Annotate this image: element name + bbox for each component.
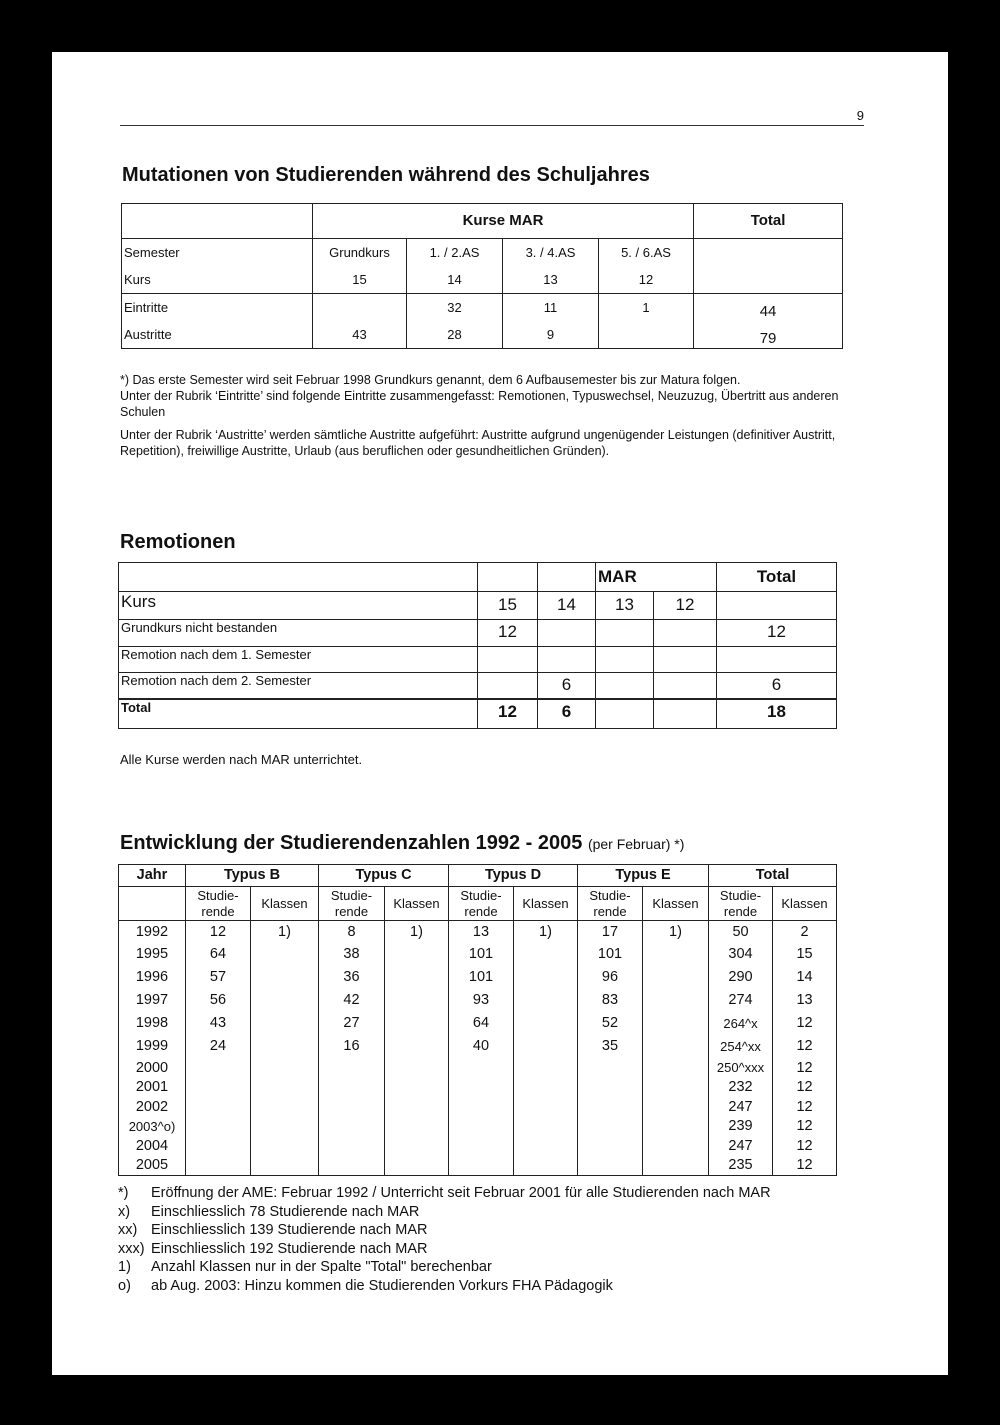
table-cell	[186, 1117, 251, 1137]
table-cell	[643, 967, 709, 990]
table-cell	[449, 1156, 514, 1176]
table-cell	[694, 239, 843, 267]
mutationen-table	[121, 203, 843, 349]
table-cell: 11	[503, 294, 599, 322]
table-cell: 247	[709, 1098, 773, 1118]
table-cell: 6	[538, 673, 596, 700]
table-cell: 35	[578, 1036, 643, 1059]
table-cell: 290	[709, 967, 773, 990]
table-cell	[251, 944, 319, 967]
table-row	[119, 990, 837, 1013]
table-cell	[514, 1059, 578, 1079]
table-row	[119, 1013, 837, 1036]
table-cell	[643, 1098, 709, 1118]
year-cell: 1999	[119, 1036, 186, 1059]
table-cell: 15	[313, 266, 407, 294]
table-cell: 1)	[385, 921, 449, 944]
table-cell: 101	[449, 967, 514, 990]
footnote-text: Anzahl Klassen nur in der Spalte "Total" berechenbar	[151, 1259, 492, 1275]
year-cell: 1998	[119, 1013, 186, 1036]
table-row	[119, 944, 837, 967]
table-cell	[717, 646, 837, 673]
section-title-remotionen: Remotionen	[120, 531, 236, 553]
year-cell: 1992	[119, 921, 186, 944]
table-cell: 96	[578, 967, 643, 990]
footnote	[118, 1203, 918, 1222]
table-row	[119, 967, 837, 990]
table-cell: 12	[773, 1137, 837, 1157]
table-cell: 1)	[643, 921, 709, 944]
year-cell: 2004	[119, 1137, 186, 1157]
table-cell: 12	[773, 1117, 837, 1137]
table-cell: 12	[773, 1013, 837, 1036]
table-cell	[385, 1098, 449, 1118]
table-cell	[385, 944, 449, 967]
table-row	[122, 266, 843, 294]
table-cell	[186, 1156, 251, 1176]
table-cell: 16	[319, 1036, 385, 1059]
total-header: Total	[717, 563, 837, 592]
footnote-key: *)	[118, 1185, 129, 1201]
row-label: Total	[119, 699, 478, 728]
table-row	[119, 646, 837, 673]
table-cell	[385, 1036, 449, 1059]
table-cell	[319, 1078, 385, 1098]
table-cell: 1. / 2.AS	[407, 239, 503, 267]
footnote	[118, 1277, 918, 1296]
table-cell: 8	[319, 921, 385, 944]
row-label: Austritte	[122, 321, 313, 349]
table-cell	[319, 1156, 385, 1176]
table-cell	[599, 321, 694, 349]
year-cell: 1997	[119, 990, 186, 1013]
table-cell: 1)	[514, 921, 578, 944]
table-cell: 24	[186, 1036, 251, 1059]
table-cell: 264^x	[709, 1013, 773, 1036]
header-rule	[120, 125, 864, 126]
table-cell	[538, 620, 596, 647]
table-cell	[514, 990, 578, 1013]
table-cell	[596, 673, 654, 700]
table-cell: 1	[599, 294, 694, 322]
corner-cell	[119, 563, 478, 592]
row-label: Eintritte	[122, 294, 313, 322]
table-cell	[654, 646, 717, 673]
table-cell: 247	[709, 1137, 773, 1157]
year-cell: 2005	[119, 1156, 186, 1176]
table-cell	[449, 1098, 514, 1118]
table-cell	[643, 944, 709, 967]
subheader: Studie-rende	[709, 887, 773, 921]
footnote	[118, 1184, 918, 1203]
table-cell: 27	[319, 1013, 385, 1036]
table-cell: 12	[773, 1059, 837, 1079]
row-label: Kurs	[119, 592, 478, 620]
footnote	[118, 1258, 918, 1277]
footnote-text: Eröffnung der AME: Februar 1992 / Unterricht seit Februar 2001 für alle Studierenden nach MAR	[151, 1185, 771, 1201]
year-cell: 1996	[119, 967, 186, 990]
table-cell	[251, 967, 319, 990]
table-row	[119, 921, 837, 944]
table-cell: 239	[709, 1117, 773, 1137]
subheader: Klassen	[773, 887, 837, 921]
group-header: Kurse MAR	[313, 204, 694, 239]
table-cell	[538, 646, 596, 673]
table-cell: 12	[186, 921, 251, 944]
table-cell: 12	[773, 1156, 837, 1176]
table-cell	[694, 266, 843, 294]
table-cell	[514, 1013, 578, 1036]
table-cell: 232	[709, 1078, 773, 1098]
table-row	[119, 1059, 837, 1079]
footnote-key: xxx)	[118, 1240, 145, 1257]
subheader: Klassen	[643, 887, 709, 921]
footnotes	[118, 1184, 918, 1295]
subheader: Klassen	[385, 887, 449, 921]
table-cell	[717, 592, 837, 620]
table-cell	[319, 1098, 385, 1118]
footnote-text: Einschliesslich 192 Studierende nach MAR	[151, 1240, 428, 1257]
table-cell	[319, 1137, 385, 1157]
table-cell	[643, 1013, 709, 1036]
table-cell	[251, 990, 319, 1013]
table-cell	[385, 1013, 449, 1036]
group-header: Typus B	[186, 865, 319, 887]
table-cell	[643, 1059, 709, 1079]
table-cell	[654, 699, 717, 728]
table-row	[119, 1156, 837, 1176]
subheader: Studie-rende	[578, 887, 643, 921]
table-cell: 13	[773, 990, 837, 1013]
table-cell: 6	[717, 673, 837, 700]
table-cell: 15	[478, 592, 538, 620]
table-cell: 40	[449, 1036, 514, 1059]
table-cell: 14	[407, 266, 503, 294]
table-cell: 12	[478, 620, 538, 647]
table-cell	[251, 1078, 319, 1098]
table-cell: 52	[578, 1013, 643, 1036]
document-page	[52, 52, 948, 1375]
row-label: Grundkurs nicht bestanden	[119, 620, 478, 647]
table-cell	[313, 294, 407, 322]
table-cell	[251, 1098, 319, 1118]
group-header: Typus C	[319, 865, 449, 887]
section-title-mutationen: Mutationen von Studierenden während des Schuljahres	[122, 164, 650, 186]
table-cell	[478, 673, 538, 700]
table-cell: 304	[709, 944, 773, 967]
table-row	[119, 1098, 837, 1118]
empty-cell	[478, 563, 538, 592]
table-cell	[385, 1059, 449, 1079]
subheader: Studie-rende	[186, 887, 251, 921]
table-cell	[578, 1098, 643, 1118]
page-number: 9	[856, 108, 864, 123]
table-cell	[643, 990, 709, 1013]
corner-cell	[122, 204, 313, 239]
note: Unter der Rubrik ‘Eintritte’ sind folgende Eintritte zusammengefasst: Remotionen, Typuswechsel, Neuzuzug, Übertritt aus anderen Schulen	[120, 389, 839, 419]
note: Unter der Rubrik ‘Austritte’ werden sämtliche Austritte aufgeführt: Austritte aufgrund ungenügender Leistungen (definitiver Austritt, Repetition), freiwillige Austritte, Urlaub (aus beruflichen oder gesundheitlichen Gründen).	[120, 428, 836, 458]
table-cell	[514, 1156, 578, 1176]
table-cell	[251, 1117, 319, 1137]
subheader: Klassen	[514, 887, 578, 921]
table-cell: 1)	[251, 921, 319, 944]
table-cell: 250^xxx	[709, 1059, 773, 1079]
table-cell: 79	[694, 321, 843, 349]
table-cell	[186, 1078, 251, 1098]
table-cell	[596, 620, 654, 647]
table-cell	[449, 1059, 514, 1079]
table-cell	[578, 1059, 643, 1079]
subheader: Klassen	[251, 887, 319, 921]
table-cell	[596, 646, 654, 673]
table-cell	[514, 1137, 578, 1157]
note: *) Das erste Semester wird seit Februar 1998 Grundkurs genannt, dem 6 Aufbausemester bis zur Matura folgen.	[120, 373, 741, 387]
table-cell	[449, 1137, 514, 1157]
table-cell: 64	[186, 944, 251, 967]
group-header: Jahr	[119, 865, 186, 887]
footnote-text: ab Aug. 2003: Hinzu kommen die Studierenden Vorkurs FHA Pädagogik	[151, 1277, 613, 1294]
empty-cell	[538, 563, 596, 592]
table-cell	[385, 1137, 449, 1157]
table-row	[119, 592, 837, 620]
subheader	[119, 887, 186, 921]
group-header-row	[119, 865, 837, 887]
table-row	[122, 239, 843, 267]
subheader: Studie-rende	[319, 887, 385, 921]
table-cell: 12	[773, 1036, 837, 1059]
table-cell	[319, 1117, 385, 1137]
footnote-text: Einschliesslich 139 Studierende nach MAR	[151, 1222, 428, 1238]
table-cell: 13	[596, 592, 654, 620]
group-header: MAR	[596, 563, 717, 592]
row-label: Remotion nach dem 1. Semester	[119, 646, 478, 673]
table-row	[119, 620, 837, 647]
table-cell: 12	[717, 620, 837, 647]
table-cell	[385, 1117, 449, 1137]
footnote	[118, 1240, 918, 1259]
table-cell	[578, 1137, 643, 1157]
table-cell	[385, 990, 449, 1013]
footnote-key: x)	[118, 1203, 131, 1220]
remotionen-table	[118, 562, 837, 729]
table-cell	[578, 1156, 643, 1176]
title-suffix: (per Februar) *)	[587, 836, 685, 852]
group-header: Total	[709, 865, 837, 887]
table-cell	[514, 1117, 578, 1137]
table-cell: 12	[599, 266, 694, 294]
table-cell	[251, 1156, 319, 1176]
table-row	[122, 321, 843, 349]
table-cell: 43	[186, 1013, 251, 1036]
table-cell	[478, 646, 538, 673]
table-row	[119, 1036, 837, 1059]
table-cell	[643, 1137, 709, 1157]
table-cell: 6	[538, 699, 596, 728]
table-cell: 43	[313, 321, 407, 349]
table-cell: 3. / 4.AS	[503, 239, 599, 267]
table-cell: 235	[709, 1156, 773, 1176]
table-cell: 15	[773, 944, 837, 967]
table-cell: 13	[449, 921, 514, 944]
year-cell: 2003^o)	[119, 1117, 186, 1137]
table-cell	[514, 944, 578, 967]
table-cell: 12	[773, 1078, 837, 1098]
notes-mutationen	[120, 372, 870, 459]
table-cell	[251, 1137, 319, 1157]
table-cell	[251, 1013, 319, 1036]
table-cell: 101	[449, 944, 514, 967]
year-cell: 2001	[119, 1078, 186, 1098]
table-cell	[643, 1117, 709, 1137]
table-row	[119, 1137, 837, 1157]
table-cell: 42	[319, 990, 385, 1013]
year-cell: 2002	[119, 1098, 186, 1118]
table-cell	[643, 1036, 709, 1059]
table-row	[119, 1078, 837, 1098]
row-label: Remotion nach dem 2. Semester	[119, 673, 478, 700]
table-row	[119, 1117, 837, 1137]
section-title-entwicklung	[120, 832, 684, 855]
remotionen-note: Alle Kurse werden nach MAR unterrichtet.	[120, 752, 363, 767]
table-cell: 254^xx	[709, 1036, 773, 1059]
title-main: Entwicklung der Studierendenzahlen 1992 - 2005	[120, 832, 583, 854]
table-cell: 14	[538, 592, 596, 620]
table-cell: Grundkurs	[313, 239, 407, 267]
table-cell	[596, 699, 654, 728]
group-header: Typus D	[449, 865, 578, 887]
table-cell: 28	[407, 321, 503, 349]
table-cell: 101	[578, 944, 643, 967]
table-row	[119, 699, 837, 728]
table-cell	[514, 967, 578, 990]
table-cell: 36	[319, 967, 385, 990]
table-cell	[449, 1117, 514, 1137]
table-cell: 12	[478, 699, 538, 728]
table-cell	[449, 1078, 514, 1098]
table-cell: 13	[503, 266, 599, 294]
table-cell	[643, 1078, 709, 1098]
table-cell: 44	[694, 294, 843, 322]
table-cell	[514, 1036, 578, 1059]
row-label: Semester	[122, 239, 313, 267]
table-cell: 18	[717, 699, 837, 728]
total-header: Total	[694, 204, 843, 239]
table-cell: 2	[773, 921, 837, 944]
table-cell	[251, 1059, 319, 1079]
table-cell	[186, 1098, 251, 1118]
table-cell	[385, 1156, 449, 1176]
table-cell: 93	[449, 990, 514, 1013]
footnote-key: xx)	[118, 1222, 138, 1238]
footnote-text: Einschliesslich 78 Studierende nach MAR	[151, 1203, 420, 1220]
table-cell	[578, 1078, 643, 1098]
table-cell: 64	[449, 1013, 514, 1036]
table-cell: 38	[319, 944, 385, 967]
table-cell	[654, 673, 717, 700]
table-cell: 5. / 6.AS	[599, 239, 694, 267]
table-cell: 12	[773, 1098, 837, 1118]
table-cell: 274	[709, 990, 773, 1013]
table-cell: 56	[186, 990, 251, 1013]
table-cell: 17	[578, 921, 643, 944]
table-cell: 32	[407, 294, 503, 322]
table-cell: 9	[503, 321, 599, 349]
footnote-key: o)	[118, 1277, 131, 1294]
table-cell: 14	[773, 967, 837, 990]
table-cell	[186, 1059, 251, 1079]
table-row	[119, 673, 837, 700]
footnote	[118, 1221, 918, 1240]
table-cell	[578, 1117, 643, 1137]
year-cell: 2000	[119, 1059, 186, 1079]
table-cell	[319, 1059, 385, 1079]
table-cell: 50	[709, 921, 773, 944]
table-cell	[654, 620, 717, 647]
table-cell	[514, 1098, 578, 1118]
subheader: Studie-rende	[449, 887, 514, 921]
table-cell: 57	[186, 967, 251, 990]
subheader-row	[119, 887, 837, 921]
year-cell: 1995	[119, 944, 186, 967]
row-label: Kurs	[122, 266, 313, 294]
table-row	[122, 294, 843, 322]
table-cell	[385, 1078, 449, 1098]
table-cell	[251, 1036, 319, 1059]
table-cell	[514, 1078, 578, 1098]
table-cell	[186, 1137, 251, 1157]
footnote-key: 1)	[118, 1259, 131, 1275]
table-cell	[385, 967, 449, 990]
table-cell: 83	[578, 990, 643, 1013]
table-cell: 12	[654, 592, 717, 620]
group-header: Typus E	[578, 865, 709, 887]
entwicklung-table	[118, 864, 837, 1176]
table-cell	[643, 1156, 709, 1176]
